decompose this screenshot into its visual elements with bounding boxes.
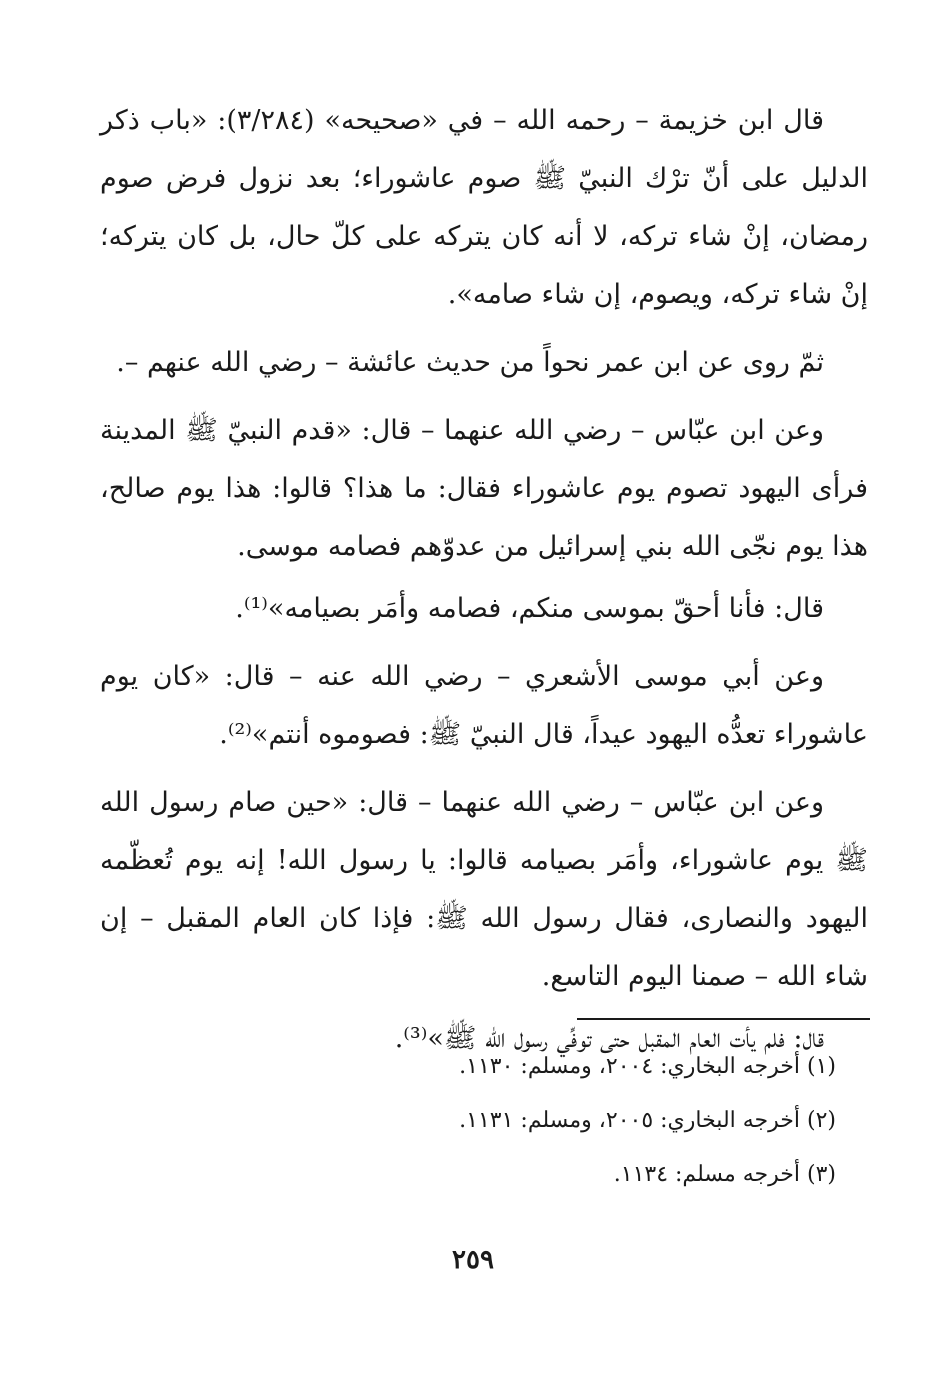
main-text [100,92,868,1072]
footnotes [300,1040,836,1202]
footnote-2: (٢) أخرجه البخاري: ٢٠٠٥، ومسلم: ١١٣١. [459,1108,836,1133]
footnote-3: (٣) أخرجه مسلم: ١١٣٤. [613,1162,836,1187]
footnote-1: (١) أخرجه البخاري: ٢٠٠٤، ومسلم: ١١٣٠. [459,1054,836,1079]
paragraph-musa-statement: قال: فأنا أحقّ بموسى منكم، فصامه وأمَر بصيامه»⁽¹⁾. [235,593,824,624]
paragraph-ibn-abbas-1: وعن ابن عبّاس – رضي الله عنهما – قال: «قدم النبيّ ﷺ المدينة فرأى اليهود تصوم يوم عاشوراء فقال: ما هذا؟ قالوا: هذا يوم صالح، هذا يوم نجّى الله بني إسرائيل من عدوّهم فصامه موسى. [100,415,868,562]
footnote-divider [577,1018,870,1020]
page-number: ٢٥٩ [452,1245,494,1275]
paragraph-abu-musa: وعن أبي موسى الأشعري – رضي الله عنه – قال: «كان يوم عاشوراء تعدُّه اليهود عيداً، قال النبيّ ﷺ: فصوموه أنتم»⁽²⁾. [100,661,868,750]
paragraph-ibn-umar: ثمّ روى عن ابن عمر نحواً من حديث عائشة – رضي الله عنهم –. [116,347,824,378]
paragraph-ibn-khuzaymah: قال ابن خزيمة – رحمه الله – في «صحيحه» (٣/٢٨٤): «باب ذكر الدليل على أنّ ترْك النبيّ ﷺ صوم عاشوراء؛ بعد نزول فرض صوم رمضان، إنْ شاء تركه، لا أنه كان يتركه على كلّ حال، بل كان يتركه؛ إنْ شاء تركه، ويصوم، إن شاء صامه». [100,105,868,310]
paragraph-final-statement: قال: فلم يأت العام المقبل حتى توفِّي رسول الله ﷺ»⁽³⁾. [394,1023,824,1054]
paragraph-ibn-abbas-2: وعن ابن عبّاس – رضي الله عنهما – قال: «حين صام رسول الله ﷺ يوم عاشوراء، وأمَر بصيامه قالوا: يا رسول الله! إنه يوم تُعظّمه اليهود والنصارى، فقال رسول الله ﷺ: فإذا كان العام المقبل – إن شاء الله – صمنا اليوم التاسع. [100,787,868,992]
